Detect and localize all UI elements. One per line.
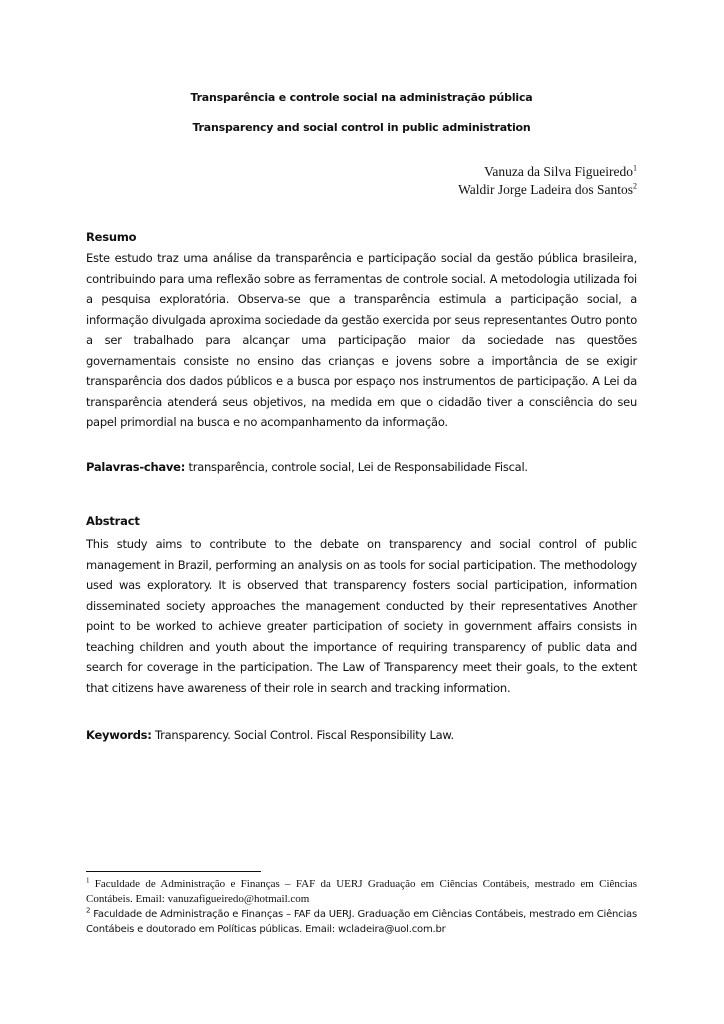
resumo-keywords-text: transparência, controle social, Lei de Responsabilidade Fiscal. bbox=[185, 460, 528, 474]
abstract-body: This study aims to contribute to the debate on transparency and social control of public management in Brazil, performing an analysis on as tools for social participation. The methodology used was exploratory. It is observed that transparency fosters social participation, information disseminated society approaches the management conducted by their representatives Another point to be worked to achieve greater participation of society in government affairs consists in teaching children and youth about the importance of requiring transparency of public data and search for coverage in the participation. The Law of Transparency meet their goals, to the extent that citizens have awareness of their role in search and tracking information. bbox=[86, 537, 637, 695]
footnote-separator bbox=[86, 871, 261, 872]
title-portuguese: Transparência e controle social na administração pública bbox=[190, 91, 533, 104]
resumo-body: Este estudo traz uma análise da transparência e participação social da gestão pública brasileira, contribuindo para uma reflexão sobre as ferramentas de controle social. A metodologia utilizada foi a pesquisa exploratória. Observa-se que a transparência estimula a participação social, a informação divulgada aproxima sociedade da gestão exercida por seus representantes Outro ponto a ser trabalhado para alcançar uma participação maior da sociedade nas questões governamentais consiste no ensino das crianças e jovens sobre a importância de se exigir transparência dos dados públicos e a busca por espaço nos instrumentos de participação. A Lei da transparência atenderá seus objetivos, na medida em que o cidadão tiver a consciência do seu papel primordial na busca e no acompanhamento da informação. bbox=[86, 251, 637, 429]
author-2-footnote-mark: 2 bbox=[633, 181, 637, 191]
author-1-footnote-mark: 1 bbox=[633, 163, 637, 173]
footnote-1-text: Faculdade de Administração e Finanças – FAF da UERJ Graduação em Ciências Contábeis, mestrado em Ciências Contábeis. Email: vanuzafigueiredo@hotmail.com bbox=[86, 878, 637, 905]
footnote-1-mark: 1 bbox=[86, 876, 90, 885]
footnote-2 bbox=[86, 907, 637, 937]
author-2-name: Waldir Jorge Ladeira dos Santos bbox=[458, 182, 633, 197]
footnote-2-text: Faculdade de Administração e Finanças – FAF da UERJ. Graduação em Ciências Contábeis, mestrado em Ciências Contábeis e doutorado em Políticas públicas. Email: wcladeira@uol.com.br bbox=[86, 909, 637, 935]
author-1 bbox=[484, 164, 637, 180]
footnote-1 bbox=[86, 877, 637, 907]
title-english: Transparency and social control in public administration bbox=[192, 121, 531, 134]
footnote-2-mark: 2 bbox=[86, 906, 91, 915]
abstract-keywords-text: Transparency. Social Control. Fiscal Responsibility Law. bbox=[151, 728, 454, 742]
author-1-name: Vanuza da Silva Figueiredo bbox=[484, 164, 633, 179]
abstract-heading: Abstract bbox=[86, 514, 140, 528]
resumo-heading: Resumo bbox=[86, 230, 137, 244]
author-2 bbox=[458, 182, 637, 198]
abstract-keywords bbox=[86, 728, 454, 742]
resumo-keywords bbox=[86, 460, 528, 474]
resumo-keywords-label: Palavras-chave: bbox=[86, 460, 186, 474]
abstract-keywords-label: Keywords: bbox=[86, 728, 152, 742]
